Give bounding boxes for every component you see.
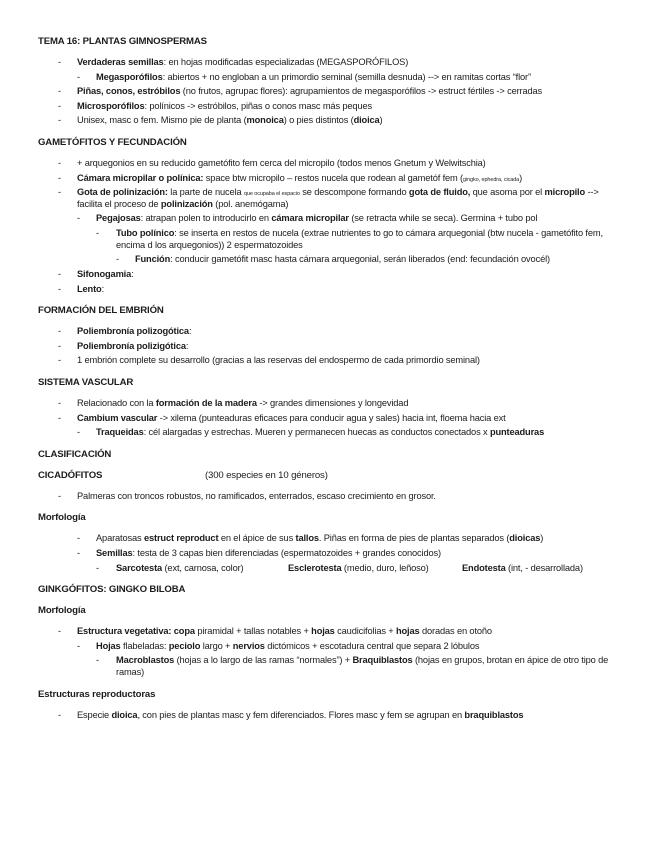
- list-vascular: [38, 398, 625, 439]
- dash-bullet: -: [58, 709, 61, 720]
- dash-bullet: -: [96, 228, 99, 239]
- dash-bullet: -: [58, 86, 61, 97]
- section-title-gimnospermas: TEMA 16: PLANTAS GIMNOSPERMAS: [38, 36, 207, 47]
- list-item: - Tubo polínico: se inserta en restos de nucela (extrae nutrientes to go to cámara arquegonial (btw nucela - gametófito fem, encima d los arquegonios)) 2 espermatozoides: [96, 228, 603, 250]
- dash-bullet: -: [77, 213, 80, 224]
- dash-bullet: -: [58, 412, 61, 423]
- subsection-cicadofitos: [38, 470, 625, 482]
- list-item: - Palmeras con troncos robustos, no ramificados, enterrados, escaso crecimiento en grosor.: [58, 490, 436, 501]
- subsection-title: CICADÓFITOS: [38, 469, 103, 481]
- dash-bullet: -: [116, 254, 119, 265]
- section-title-gametofitos: GAMETÓFITOS Y FECUNDACIÓN: [38, 137, 187, 149]
- dash-bullet: -: [58, 56, 61, 67]
- list-item: - Cámara micropilar o polínica: space btw micropilo – restos nucela que rodean al gametóf fem (gingko, ephedra, cicada): [58, 172, 523, 183]
- list-gametofitos: [38, 158, 625, 295]
- section-title-clasificacion: CLASIFICACIÓN: [38, 448, 112, 460]
- list-item: - Verdaderas semillas: en hojas modificadas especializadas (MEGASPORÓFILOS): [58, 56, 409, 67]
- list-item: - Cambium vascular -> xilema (punteaduras eficaces para conducir agua y sales) hacia int, floema hacia ext: [58, 412, 506, 423]
- list-item: - Poliembronía polizogótica:: [58, 326, 192, 337]
- section-title-embrion: FORMACIÓN DEL EMBRIÓN: [38, 305, 164, 317]
- list-item: - Lento:: [58, 283, 104, 294]
- list-item: - Megasporófilos: abiertos + no engloban a un primordio seminal (semilla desnuda) --> en ramitas cortas “flor”: [77, 71, 531, 82]
- list-item: - Microsporófilos: polínicos -> estróbilos, piñas o conos masc más peques: [58, 100, 372, 111]
- subheading-reproductoras: Estructuras reproductoras: [38, 688, 156, 700]
- list-item: - Relacionado con la formación de la madera -> grandes dimensiones y longevidad: [58, 397, 409, 408]
- list-item: - Traqueidas: cél alargadas y estrechas. Mueren y permanecen huecas as conductos conectados x punteaduras: [77, 427, 545, 438]
- dash-bullet: -: [58, 100, 61, 111]
- subsection-note: (300 especies en 10 géneros): [205, 469, 328, 481]
- list-item: - Aparatosas estruct reproduct en el ápice de sus tallos. Piñas en forma de pies de plantas separados (dioicas): [77, 533, 544, 544]
- list-item: - Especie dioica, con pies de plantas masc y fem diferenciados. Flores masc y fem se agrupan en braquiblastos: [58, 709, 524, 720]
- dash-bullet: -: [96, 655, 99, 666]
- dash-bullet: -: [58, 187, 61, 198]
- list-item: - Pegajosas: atrapan polen to introducirlo en cámara micropilar (se retracta while se seca). Germina + tubo pol: [77, 213, 538, 224]
- list-item: - Sarcotesta (ext, carnosa, color) Esclerotesta (medio, duro, leñoso) Endotesta (int, - desarrollada): [96, 562, 583, 573]
- dash-bullet: -: [58, 158, 61, 169]
- dash-bullet: -: [58, 490, 61, 501]
- list-item: - Estructura vegetativa: copa piramidal + tallas notables + hojas caudicifolias + hojas doradas en otoño: [58, 626, 492, 637]
- dash-bullet: -: [58, 115, 61, 126]
- section-title-vascular: SISTEMA VASCULAR: [38, 376, 134, 388]
- list-item: - Hojas flabeladas: peciolo largo + nervios dictómicos + escotadura central que separa 2 lóbulos: [77, 640, 480, 651]
- dash-bullet: -: [58, 172, 61, 183]
- list-item: - + arquegonios en su reducido gametófito fem cerca del micropilo (todos menos Gnetum y Welwitschia): [58, 158, 486, 169]
- list-cicadofitos: [38, 491, 625, 503]
- list-item: - Macroblastos (hojas a lo largo de las ramas “normales”) + Braquiblastos (hojas en grupos, brotan en ápice de otro tipo de ramas): [96, 655, 609, 677]
- dash-bullet: -: [77, 427, 80, 438]
- list-embrion: [38, 326, 625, 367]
- list-morfologia-ginkgo: [38, 626, 625, 678]
- dash-bullet: -: [58, 283, 61, 294]
- list-item: - Piñas, conos, estróbilos (no frutos, agrupac flores): agrupamientos de megasporófilos -> estruct fértiles -> cerradas: [58, 86, 543, 97]
- subheading-morfologia: Morfología: [38, 605, 86, 617]
- dash-bullet: -: [58, 626, 61, 637]
- dash-bullet: -: [58, 355, 61, 366]
- list-item: - Unisex, masc o fem. Mismo pie de planta (monoica) o pies distintos (dioica): [58, 115, 383, 126]
- list-item: - Función: conducir gametófit masc hasta cámara arquegonial, serán liberados (end: fecundación ovocél): [116, 254, 550, 265]
- dash-bullet: -: [58, 340, 61, 351]
- dash-bullet: -: [77, 640, 80, 651]
- list-item: - Sifonogamia:: [58, 268, 134, 279]
- list-item: - Poliembronía polizigótica:: [58, 340, 189, 351]
- dash-bullet: -: [96, 562, 99, 573]
- list-item: - 1 embrión complete su desarrollo (gracias a las reservas del endospermo de cada primordio seminal): [58, 355, 480, 366]
- list-gimnospermas: [38, 57, 625, 127]
- list-morfologia-cicadofitos: [38, 533, 625, 574]
- dash-bullet: -: [77, 533, 80, 544]
- list-item: - Semillas: testa de 3 capas bien diferenciadas (espermatozoides + grandes conocidos): [77, 547, 441, 558]
- dash-bullet: -: [58, 397, 61, 408]
- dash-bullet: -: [77, 547, 80, 558]
- list-reproductoras: [38, 710, 625, 722]
- dash-bullet: -: [58, 326, 61, 337]
- dash-bullet: -: [77, 71, 80, 82]
- dash-bullet: -: [58, 268, 61, 279]
- section-title-ginkgofitos: GINKGÓFITOS: GINGKO BILOBA: [38, 584, 186, 596]
- list-item: - Gota de polinización: la parte de nucela que ocupaba el espacio se descompone formando gota de fluido, que asoma por el micropilo --> facilita el proceso de polinización (pol. anemógama): [58, 187, 599, 209]
- subheading-morfologia: Morfología: [38, 512, 86, 524]
